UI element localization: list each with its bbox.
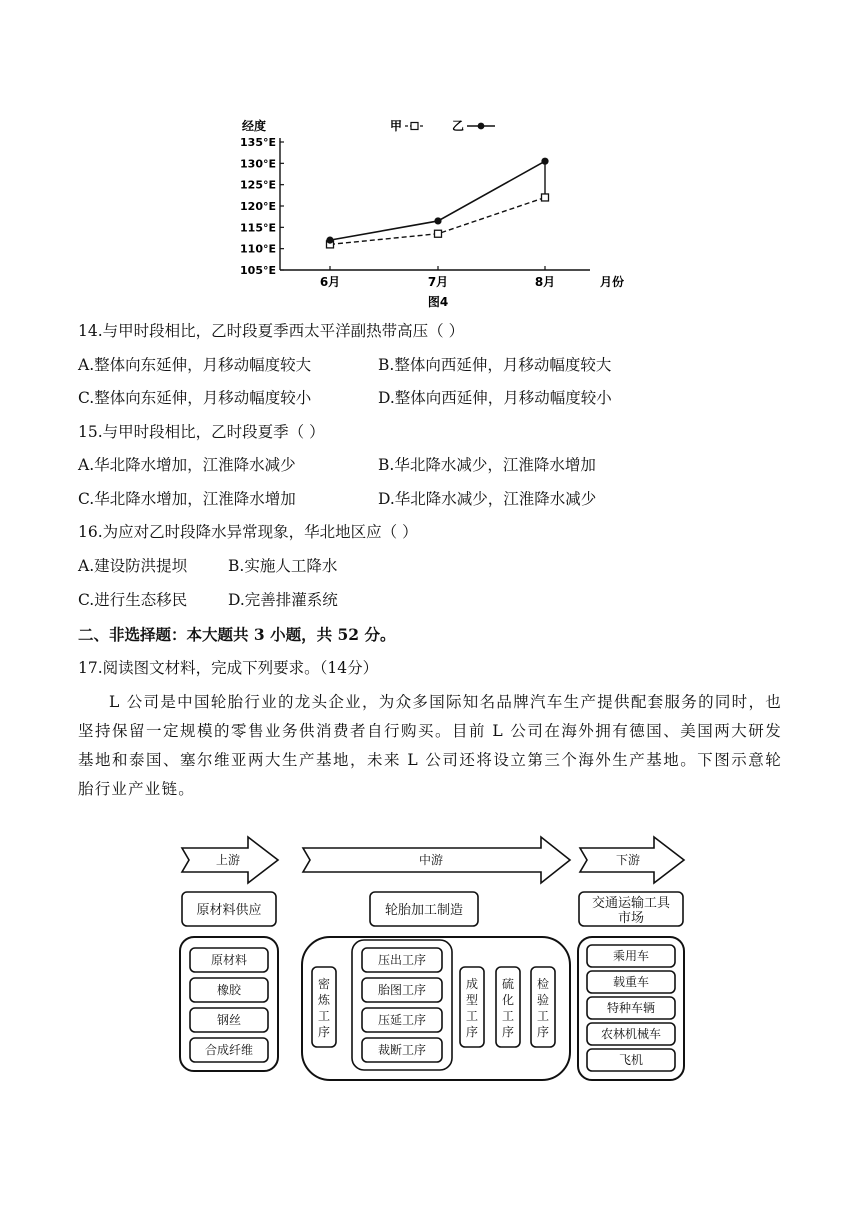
q16-option-c: C.进行生态移民 xyxy=(78,591,188,609)
q15-option-d: D.华北降水减少，江淮降水减少 xyxy=(378,490,597,508)
q14-option-d: D.整体向西延伸，月移动幅度较小 xyxy=(378,389,612,407)
mixing-char: 密 xyxy=(317,977,331,991)
upstream-label: 上游 xyxy=(215,853,241,867)
downstream-item: 农林机械车 xyxy=(600,1027,662,1041)
midstream-sub-item: 压出工序 xyxy=(377,953,427,967)
q16-stem: 16.为应对乙时段降水异常现象，华北地区应（ ） xyxy=(78,523,418,541)
mixing-char: 炼 xyxy=(317,993,331,1007)
downstream-item: 飞机 xyxy=(618,1053,644,1067)
x-axis-title: 月份 xyxy=(599,275,625,289)
series-yi-point xyxy=(434,217,441,224)
mixing-char: 序 xyxy=(317,1025,331,1039)
legend-yi-marker xyxy=(478,123,485,130)
downstream-item: 特种车辆 xyxy=(606,1001,656,1015)
y-tick-label: 115°E xyxy=(240,221,276,235)
y-tick-label: 110°E xyxy=(240,242,276,256)
forming-char: 序 xyxy=(465,1025,479,1039)
upstream-item: 钢丝 xyxy=(216,1013,242,1027)
upstream-item: 橡胶 xyxy=(216,983,242,997)
midstream-title: 轮胎加工制造 xyxy=(384,903,464,918)
inspection-char: 序 xyxy=(536,1025,550,1039)
upstream-item: 原材料 xyxy=(210,953,248,967)
y-tick-label: 105°E xyxy=(240,264,276,277)
q14-stem: 14.与甲时段相比，乙时段夏季西太平洋副热带高压（ ） xyxy=(78,322,465,340)
legend-jia-marker xyxy=(411,123,418,130)
downstream-item: 乘用车 xyxy=(612,949,650,963)
chart-title: 图4 xyxy=(427,295,449,309)
q16-option-a: A.建设防洪提坝 xyxy=(78,557,188,575)
legend-yi-label: 乙 xyxy=(452,119,465,133)
q15-stem: 15.与甲时段相比，乙时段夏季（ ） xyxy=(78,423,325,441)
vulcanizing-char: 序 xyxy=(501,1025,515,1039)
series-jia-point xyxy=(435,230,442,237)
q16-option-d: D.完善排灌系统 xyxy=(228,591,338,609)
series-yi-point xyxy=(541,158,548,165)
downstream-item: 载重车 xyxy=(612,975,650,989)
midstream-sub-item: 压延工序 xyxy=(377,1013,427,1027)
q15-option-a: A.华北降水增加，江淮降水减少 xyxy=(78,456,296,474)
x-tick-label: 8月 xyxy=(534,275,556,289)
mixing-char: 工 xyxy=(317,1009,331,1023)
q14-option-a: A.整体向东延伸，月移动幅度较大 xyxy=(78,356,312,374)
series-yi-point xyxy=(326,237,333,244)
downstream-title-line2: 市场 xyxy=(617,911,645,926)
q17-paragraph: L 公司是中国轮胎行业的龙头企业，为众多国际知名品牌汽车生产提供配套服务的同时，也坚持保留一定规模的零售业务供消费者自行购买。目前 L 公司在海外拥有德国、美国两大研发基地和泰国、塞尔维亚两大生产基地，未来 L 公司还将设立第三个海外生产基地。下图示意轮胎行业产业链。 xyxy=(78,693,782,798)
vulcanizing-char: 化 xyxy=(501,993,515,1007)
diagram-canvas xyxy=(176,830,688,1086)
legend-jia-label: 甲 xyxy=(390,119,403,133)
q14-option-b: B.整体向西延伸，月移动幅度较大 xyxy=(378,356,612,374)
forming-char: 成 xyxy=(465,977,479,991)
q15-option-b: B.华北降水减少，江淮降水增加 xyxy=(378,456,596,474)
q15-option-c: C.华北降水增加，江淮降水增加 xyxy=(78,490,296,508)
y-tick-label: 135°E xyxy=(240,136,276,149)
upstream-item: 合成纤维 xyxy=(204,1043,254,1057)
upstream-title: 原材料供应 xyxy=(196,903,262,918)
q16-option-b: B.实施人工降水 xyxy=(228,557,338,575)
longitude-line-chart xyxy=(220,112,640,310)
tire-industry-chain-diagram xyxy=(176,830,688,1086)
x-tick-label: 6月 xyxy=(319,275,341,289)
inspection-char: 验 xyxy=(536,993,550,1007)
vulcanizing-char: 工 xyxy=(501,1009,515,1023)
series-yi-line xyxy=(330,161,545,240)
downstream-title-line1: 交通运输工具 xyxy=(591,896,671,911)
forming-char: 型 xyxy=(465,993,479,1007)
chart-canvas xyxy=(220,112,640,310)
y-tick-label: 120°E xyxy=(240,200,276,213)
midstream-label: 中游 xyxy=(418,853,444,867)
downstream-label: 下游 xyxy=(615,853,641,867)
x-tick-label: 7月 xyxy=(427,275,449,289)
y-tick-label: 130°E xyxy=(240,157,276,171)
inspection-char: 检 xyxy=(536,977,550,991)
y-tick-label: 125°E xyxy=(240,178,276,192)
q17-stem: 17.阅读图文材料，完成下列要求。（14分） xyxy=(78,659,379,677)
inspection-char: 工 xyxy=(536,1009,550,1023)
vulcanizing-char: 硫 xyxy=(501,977,515,991)
midstream-sub-item: 裁断工序 xyxy=(377,1043,427,1057)
y-axis-title: 经度 xyxy=(241,119,267,133)
midstream-sub-item: 胎图工序 xyxy=(377,983,427,997)
forming-char: 工 xyxy=(465,1009,479,1023)
q14-option-c: C.整体向东延伸，月移动幅度较小 xyxy=(78,389,312,407)
series-jia-point xyxy=(542,194,549,201)
section2-heading: 二、非选择题：本大题共 3 小题，共 52 分。 xyxy=(78,625,396,644)
